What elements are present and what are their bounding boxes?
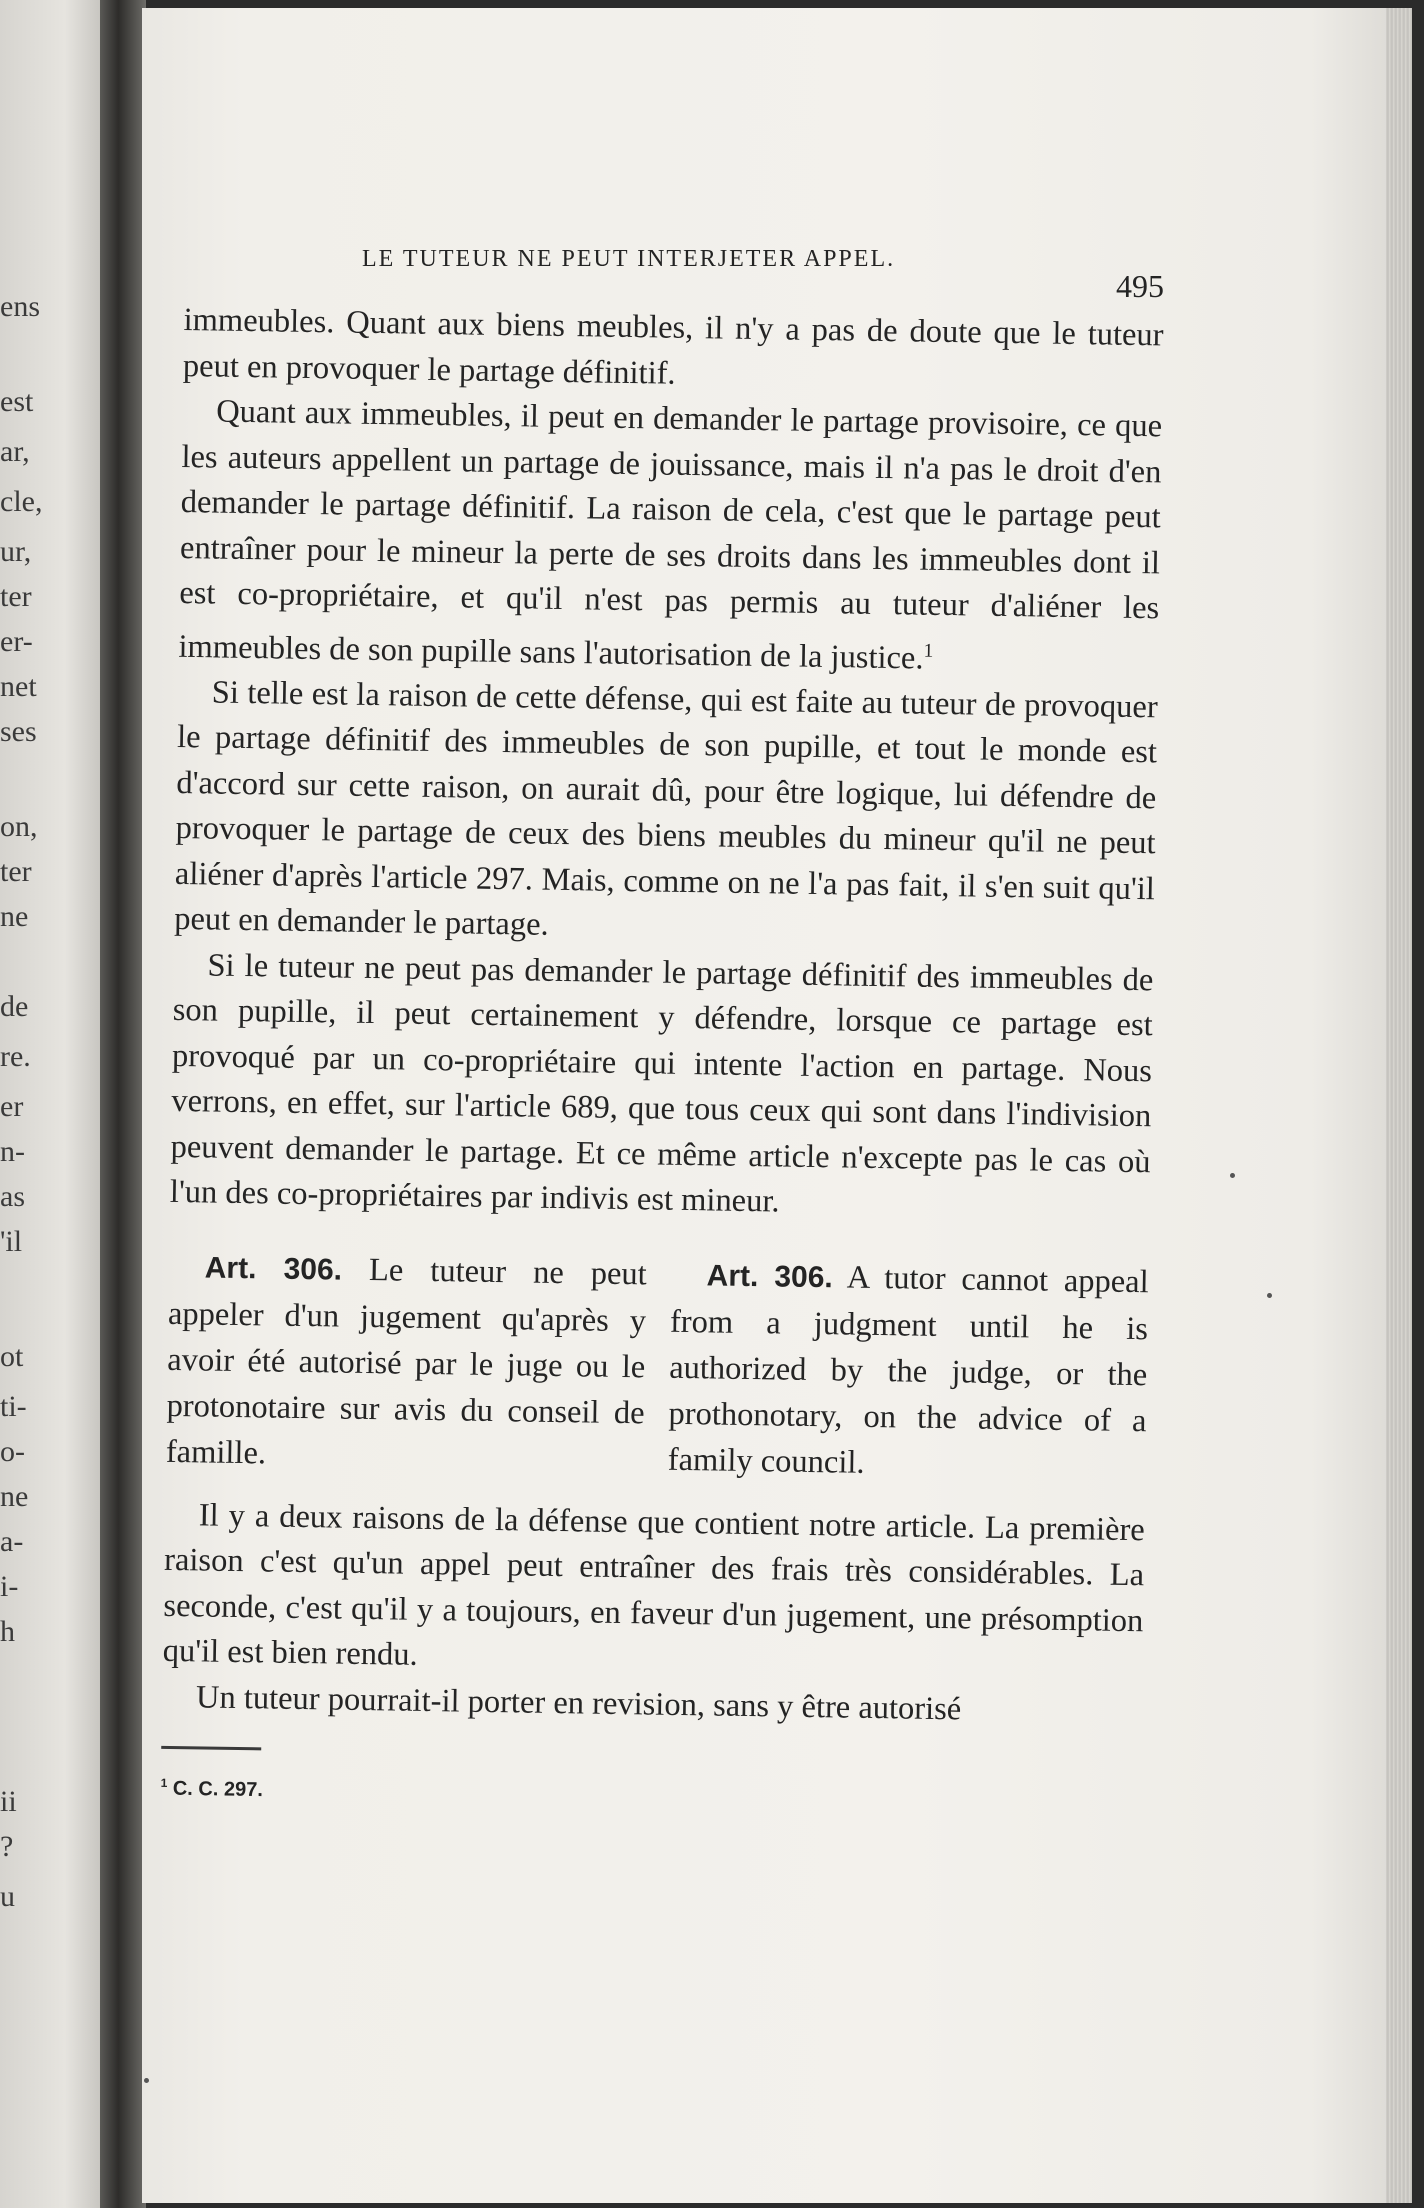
page-edge-stack — [1386, 8, 1412, 2203]
previous-page-fragment: cle, — [0, 485, 43, 518]
previous-page-fragment: ? — [0, 1830, 14, 1863]
paper-speck — [1230, 1173, 1235, 1178]
previous-page-fragment: as — [0, 1180, 25, 1213]
article-english-label: Art. 306. — [706, 1259, 834, 1295]
footnote-text: C. C. 297. — [172, 1777, 264, 1802]
article-english-text: A tutor cannot appeal from a judgment until he is authorized by the judge, or the prothonotary, on the advice of a family council. — [667, 1259, 1149, 1481]
previous-page-fragment: de — [0, 990, 29, 1023]
paper-speck — [1267, 1293, 1272, 1298]
article-english — [667, 1252, 1149, 1490]
article-columns — [166, 1244, 1150, 1490]
previous-page-fragment: ens — [0, 290, 40, 323]
previous-page-fragment: ter — [0, 580, 32, 613]
previous-page-fragment: a- — [0, 1525, 24, 1558]
previous-page-fragment: ter — [0, 855, 32, 888]
article-french — [166, 1244, 648, 1482]
paragraph-6: Un tuteur pourrait-il porter en revision, sans y être autorisé — [195, 1679, 962, 1728]
running-head: LE TUTEUR NE PEUT INTERJETER APPEL. — [362, 246, 896, 272]
footnote — [160, 1771, 1140, 1816]
previous-page-fragment: h — [0, 1615, 15, 1648]
article-french-column — [166, 1244, 648, 1482]
footnote-rule — [161, 1746, 261, 1751]
previous-page-fragment: n- — [0, 1135, 25, 1168]
previous-page-fragment: net — [0, 670, 37, 703]
previous-page-fragment: ne — [0, 1480, 29, 1513]
previous-page-fragment: ii — [0, 1785, 17, 1818]
paragraph-3: Si telle est la raison de cette défense, qui est faite au tuteur de provoquer le partage définitif des immeubles de son pupille, et tout le monde est d'accord sur cette raison, on aurait dû, pour être logique, lui défendre de provoquer le partage de ceux des biens meubles du mineur qu'il ne peut aliéner d'après l'article 297. Mais, comme on ne l'a pas fait, il s'en suit qu'il peut en demander le partage. — [173, 674, 1158, 944]
book-gutter — [100, 0, 146, 2208]
previous-page-fragment: ur, — [0, 535, 32, 568]
footnote-reference: 1 — [923, 640, 934, 662]
paragraph-2-text: Quant aux immeubles, il peut en demander le partage provisoire, ce que les auteurs appellent un partage de jouissance, mais il n'a pas le droit d'en demander le partage définitif. La raison de cela, c'est que le partage peut entraîner pour le mineur la perte de ses droits dans les immeubles dont il est co-propriétaire, et qu'il n'est pas permis au tuteur d'aliéner les immeubles de son pupille sans l'autorisation de la justice. — [178, 393, 1163, 676]
previous-page-fragment: ses — [0, 715, 37, 748]
previous-page-fragment: ti- — [0, 1390, 27, 1423]
article-french-text: Le tuteur ne peut appeler d'un jugement qu'après y avoir été autorisé par le juge ou le protonotaire sur avis du conseil de famille. — [165, 1251, 648, 1472]
paper-speck — [144, 2078, 149, 2083]
previous-page-fragment: u — [0, 1880, 15, 1913]
previous-page-fragment: ne — [0, 900, 29, 933]
previous-page-strip — [0, 0, 108, 2208]
previous-page-fragment: er — [0, 1090, 24, 1123]
previous-page-fragment: er- — [0, 625, 33, 658]
previous-page-fragment: ot — [0, 1340, 24, 1373]
previous-page-fragment: on, — [0, 810, 38, 843]
paragraph-5: Il y a deux raisons de la défense que contient notre article. La première raison c'est qu'un appel peut entraîner des frais très considérables. La seconde, c'est qu'il y a toujours, en faveur d'un jugement, une présomption qu'il est bien rendu. — [162, 1497, 1146, 1674]
paragraph-1: immeubles. Quant aux biens meubles, il n'y a pas de doute que le tuteur peut en provoquer le partage définitif. — [182, 301, 1164, 392]
previous-page-fragment: re. — [0, 1040, 31, 1073]
page-number: 495 — [1116, 268, 1164, 304]
footnote-marker: 1 — [160, 1776, 168, 1791]
book-page — [142, 8, 1412, 2203]
main-text-block — [160, 298, 1163, 1816]
previous-page-fragment: o- — [0, 1435, 25, 1468]
previous-page-fragment: 'il — [0, 1225, 23, 1258]
paragraph-4: Si le tuteur ne peut pas demander le partage définitif des immeubles de son pupille, il peut certainement y défendre, lorsque ce partage est provoqué par un co-propriétaire qui intente l'action en partage. Nous verrons, en effet, sur l'article 689, que tous ceux qui sont dans l'indivision peuvent demander le partage. Et ce même article n'excepte pas le cas où l'un des co-propriétaires par indivis est mineur. — [169, 947, 1154, 1220]
article-english-column — [667, 1252, 1149, 1490]
previous-page-fragment: i- — [0, 1570, 19, 1603]
previous-page-fragment: ar, — [0, 435, 30, 468]
paragraph-2 — [178, 389, 1162, 685]
previous-page-fragment: est — [0, 385, 34, 418]
article-french-label: Art. 306. — [204, 1251, 343, 1287]
